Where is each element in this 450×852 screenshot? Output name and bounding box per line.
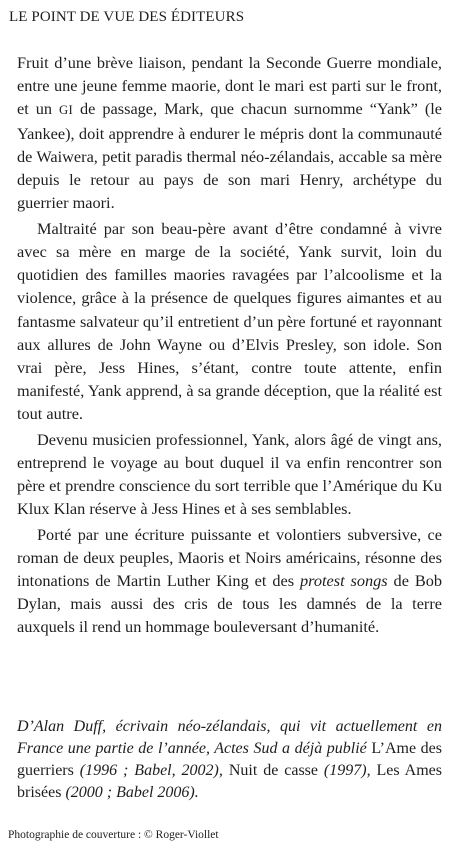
para4-text-b: de Bob Dylan, mais aussi des cris de tous les damnés de la terre auxquels il rend un hommage bouleversant d’humanité. [17, 571, 442, 637]
book-title-2: Nuit de casse [228, 762, 318, 779]
book-pub-3: (2000 ; Babel 2006). [61, 784, 199, 801]
book-pub-1: (1996 ; Babel, 2002), [73, 762, 229, 779]
author-intro: D’Alan Duff, écrivain néo-zélandais, qui vit actuellement en France une partie de l’année, Actes Sud a déjà publié [17, 718, 442, 757]
author-note [17, 716, 442, 804]
para1-text-a: Fruit d’une brève liaison, pendant la Seconde Guerre mondiale, entre une jeune femme maorie, dont le mari est parti sur le front, et un [17, 53, 442, 119]
synopsis-paragraph-2: Maltraité par son beau-père avant d’être condamné à vivre avec sa mère en marge de la société, Yank survit, loin du quotidien des familles maories ravagées par l’alcoolisme et la violence, grâce à la présence de quelques figures aimantes et au fantasme salvateur qu’il entretient d’un père fortuné et rayonnant aux allures de John Wayne ou d’Elvis Presley, son idole. Son vrai père, Jess Hines, s’étant, contre toute attente, enfin manifesté, Yank apprend, à sa grande déception, que la réalité est tout autre. [17, 219, 442, 423]
protest-songs-italic: protest songs [299, 571, 388, 591]
book-title-3: Les Ames brisées [17, 762, 443, 801]
synopsis-paragraph-3: Devenu musicien professionnel, Yank, alors âgé de vingt ans, entreprend le voyage au bout duquel il va enfin rencontrer son père et prendre conscience du sort terrible que l’Amérique du Ku Klux Klan réserve à Jess Hines et à ses semblables. [17, 429, 442, 518]
synopsis-paragraph-1 [17, 51, 442, 214]
book-title-1: L’Ame des guerriers [17, 740, 443, 779]
book-pub-2: (1997), [318, 762, 377, 779]
para4-text-a: Porté par une écriture puissante et volontiers subversive, ce roman de deux peuples, Maoris et Noirs américains, résonne des intonations de Martin Luther King et des [17, 524, 442, 591]
gi-smallcaps: GI [59, 103, 74, 118]
synopsis [17, 51, 442, 641]
photo-credit: Photographie de couverture : © Roger-Viollet [8, 829, 219, 841]
para1-text-b: de passage, Mark, que chacun surnomme “Yank” (le Yankee), doit apprendre à endurer le mépris dont la communauté de Waiwera, petit paradis thermal néo-zélandais, accable sa mère depuis le retour au pays de son mari Henry, archétype du guerrier maori. [17, 99, 443, 213]
synopsis-paragraph-4 [17, 523, 442, 638]
section-heading: LE POINT DE VUE DES ÉDITEURS [9, 9, 245, 25]
